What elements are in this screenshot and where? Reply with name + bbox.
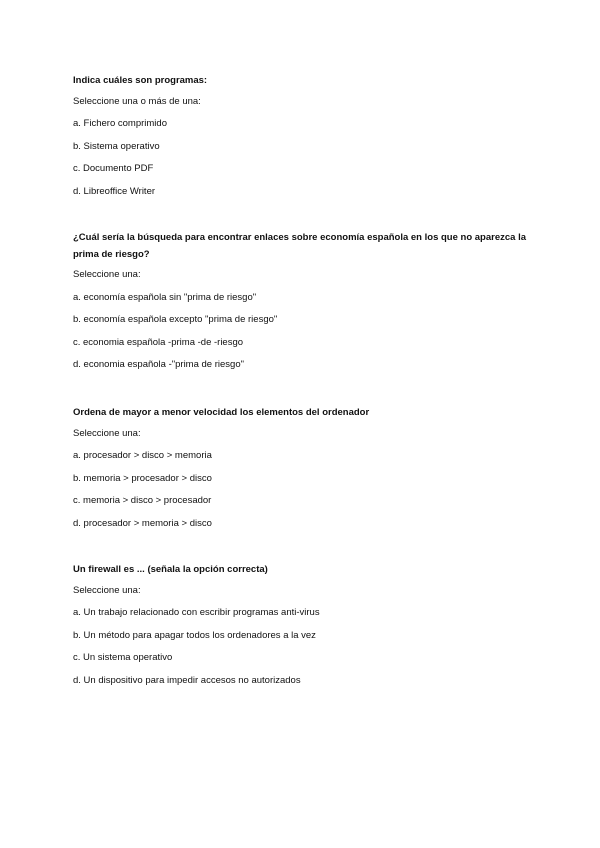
option-d: d. procesador > memoria > disco [73, 517, 212, 529]
question-instruction: Seleccione una: [73, 269, 141, 280]
option-c: c. Documento PDF [73, 163, 154, 174]
question-1 [73, 73, 543, 208]
option-d: d. Un dispositivo para impedir accesos no autorizados [73, 674, 301, 686]
option-c: c. memoria > disco > procesador [73, 495, 212, 506]
option-a: a. economía española sin "prima de riesgo" [73, 291, 257, 303]
question-4 [73, 562, 543, 697]
question-title: Un firewall es ... (señala la opción correcta) [73, 564, 268, 575]
option-d: d. Libreoffice Writer [73, 185, 156, 197]
option-c: c. economia española -prima -de -riesgo [73, 336, 244, 348]
question-instruction: Seleccione una: [73, 427, 141, 439]
option-d: d. economia española -"prima de riesgo" [73, 359, 244, 370]
question-instruction: Seleccione una o más de una: [73, 95, 201, 107]
option-b: b. economía española excepto "prima de riesgo" [73, 314, 278, 325]
option-b: b. Un método para apagar todos los ordenadores a la vez [73, 629, 316, 641]
option-a: a. Un trabajo relacionado con escribir programas anti-virus [73, 607, 320, 618]
option-b: b. Sistema operativo [73, 140, 160, 152]
option-a: a. Fichero comprimido [73, 118, 167, 129]
option-a: a. procesador > disco > memoria [73, 450, 212, 461]
option-c: c. Un sistema operativo [73, 652, 173, 663]
question-title: Indica cuáles son programas: [73, 75, 208, 86]
question-title: ¿Cuál sería la búsqueda para encontrar enlaces sobre economía española en los que no aparezca la prima de riesgo? [73, 232, 526, 260]
option-b: b. memoria > procesador > disco [73, 472, 212, 484]
question-instruction: Seleccione una: [73, 584, 141, 596]
question-3 [73, 405, 543, 540]
question-title: Ordena de mayor a menor velocidad los elementos del ordenador [73, 407, 370, 418]
question-2 [73, 230, 543, 382]
